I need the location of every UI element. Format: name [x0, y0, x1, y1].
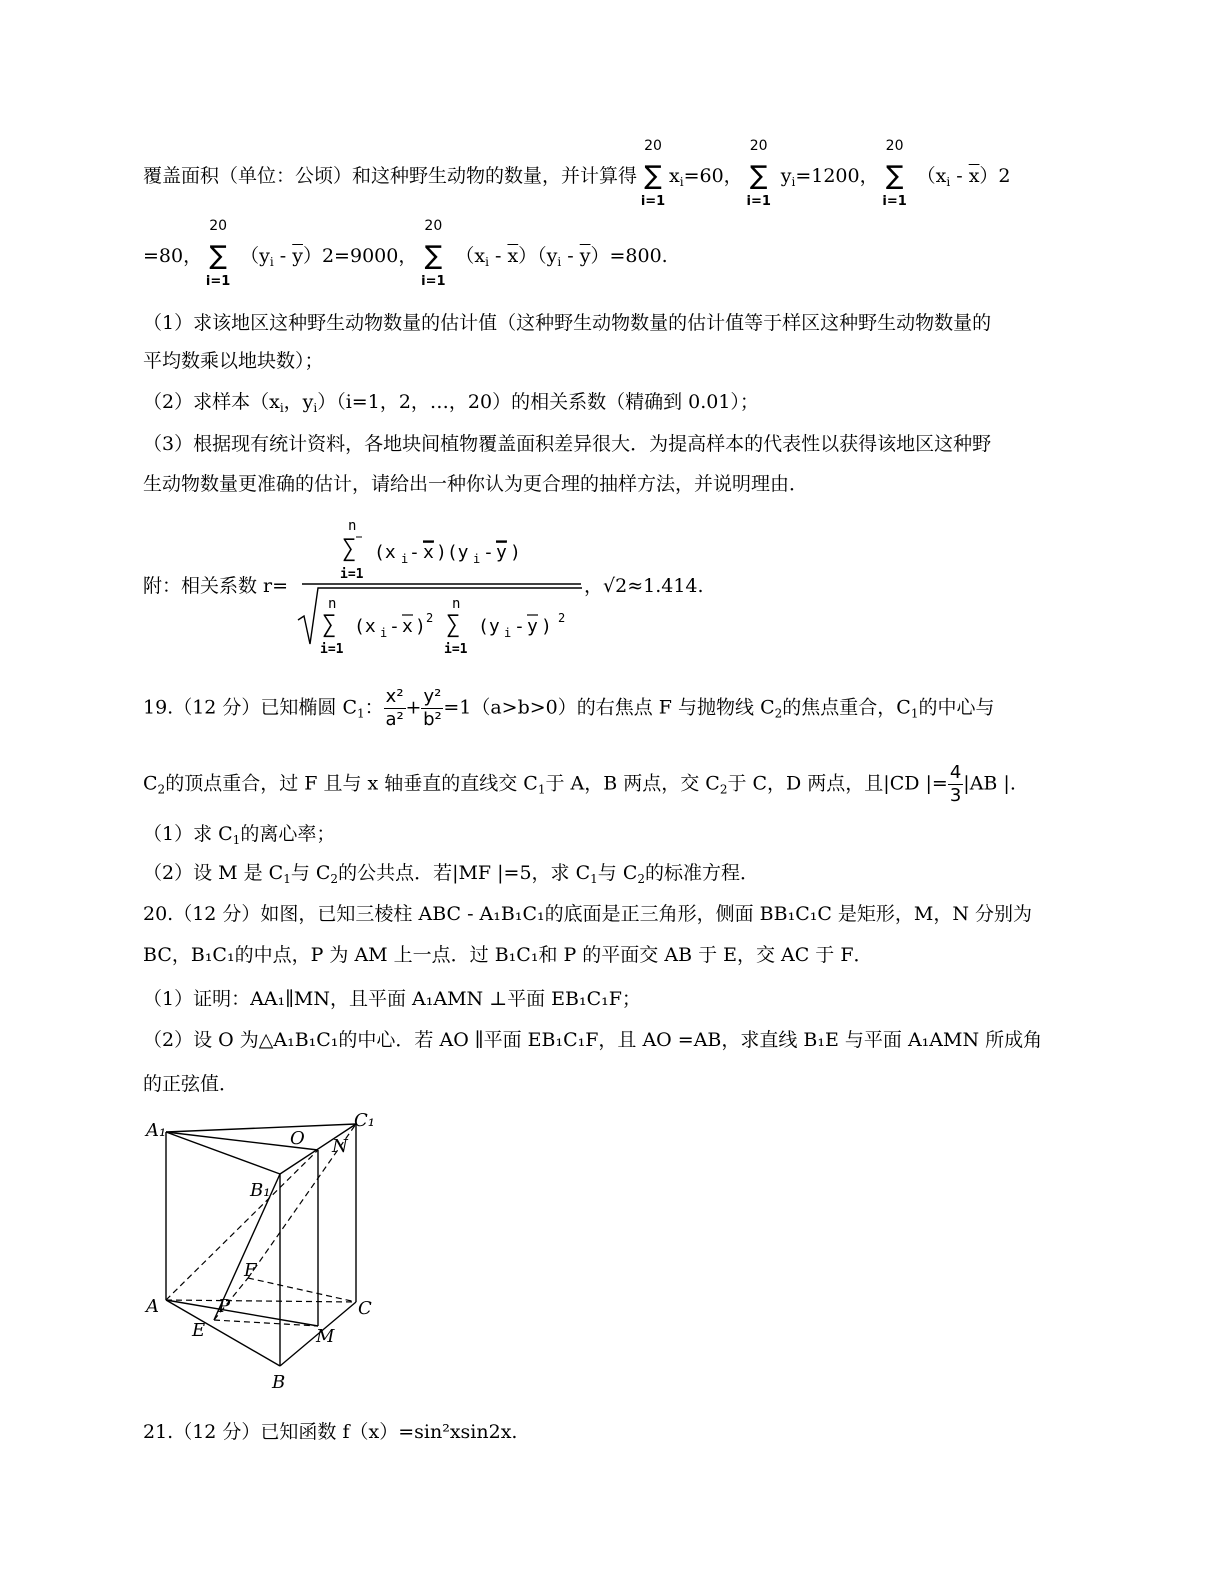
- svg-text:x: x: [423, 542, 434, 563]
- label-O: O: [290, 1128, 305, 1149]
- p19-q1: （1）求 $C_1$的离心率；: [143, 823, 336, 847]
- formula-lead: 附：相关系数 r=: [143, 575, 289, 597]
- svg-text:y: y: [527, 616, 538, 637]
- q2-line: （2）求样本（$x_i$，$y_i)(i=1$，2，…，20）的相关系数（精确到 0.01）；: [143, 391, 759, 415]
- p20-line2: BC，B₁C₁的中点，P 为 AM 上一点．过 B₁C₁和 P 的平面交 AB 于 E，交 AC 于 F．: [143, 944, 873, 966]
- label-F: F: [244, 1260, 257, 1281]
- svg-text:n: n: [328, 596, 337, 612]
- label-B1: B₁: [250, 1180, 271, 1201]
- svg-text:i: i: [504, 626, 512, 640]
- p18-line2: =80， 20 ∑ i=1 $(y_i - \overline{y})2=9000$， 20 ∑ i=1 $(x_i - \overline{x})(y_i - \overline{y})=800$.: [143, 218, 668, 289]
- svg-text:(x: (x: [374, 542, 396, 563]
- svg-text:i=1: i=1: [320, 642, 344, 657]
- sum-y: 20 ∑ i=1: [746, 138, 771, 209]
- svg-text:i: i: [473, 552, 481, 566]
- sum-x: 20 ∑ i=1: [640, 138, 666, 209]
- label-C: C: [358, 1298, 372, 1319]
- svg-text:i: i: [401, 552, 409, 566]
- fraction-4-3: $\frac{4}{3}$: [949, 762, 962, 806]
- svg-text:x: x: [402, 616, 413, 637]
- q1-line2: 平均数乘以地块数）；: [143, 350, 324, 372]
- svg-text:∑: ∑: [322, 610, 337, 638]
- svg-text:): ): [415, 616, 426, 637]
- p20-line5: 的正弦值．: [143, 1073, 239, 1095]
- label-A1: A₁: [146, 1120, 167, 1141]
- fraction-y-b: $\frac{\text{y²}}{\text{b²}}$: [423, 686, 442, 730]
- formula-tail: ，√2≈1.414.: [584, 575, 704, 597]
- p19-line1: 19.（12 分）已知椭圆 $C_1$： $\frac{\text{x²}}{\text{a²}}$ + $\frac{\text{y²}}{\text{b²}}$ =1（a>b>0）的右焦点 F 与抛物线 $C_2$的焦点重合，$C_1$的中心与: [143, 686, 995, 730]
- sum-y-var: 20 ∑ i=1: [205, 218, 231, 289]
- label-N: N: [332, 1136, 348, 1157]
- label-B: B: [272, 1372, 286, 1388]
- p20-line3: （1）证明：AA₁∥MN，且平面 A₁AMN ⊥平面 EB₁C₁F；: [143, 988, 641, 1010]
- p18-intro-line: 覆盖面积（单位：公顷）和这种野生动物的数量，并计算得 20 ∑ i=1 $x_i=60$， 20 ∑ i=1 $y_i=1200$， 20 ∑ i=1 $(x_i - \overline{x})2$: [143, 138, 1011, 209]
- fraction-x-a: $\frac{\text{x²}}{\text{a²}}$: [385, 686, 404, 730]
- svg-text:(y: (y: [478, 616, 500, 637]
- label-M: M: [316, 1326, 335, 1347]
- prism-figure: [140, 1108, 400, 1388]
- label-C1: C₁: [354, 1110, 375, 1131]
- svg-text:n: n: [452, 596, 461, 612]
- sum-xy: 20 ∑ i=1: [421, 218, 446, 289]
- svg-text:i=1: i=1: [340, 567, 364, 582]
- svg-text:∑: ∑: [446, 610, 461, 638]
- p21-line: 21.（12 分）已知函数 f（x）=sin²xsin2x.: [143, 1421, 518, 1443]
- q3-line1: （3）根据现有统计资料，各地块间植物覆盖面积差异很大．为提高样本的代表性以获得该地区这种野: [143, 433, 992, 455]
- svg-text:-: -: [483, 542, 494, 563]
- svg-text:y: y: [496, 542, 507, 563]
- svg-text:i=1: i=1: [444, 642, 468, 657]
- p20-line1: 20.（12 分）如图，已知三棱柱 ABC - A₁B₁C₁的底面是正三角形，侧面 BB₁C₁C 是矩形，M，N 分别为: [143, 903, 1033, 925]
- svg-text:)(y: )(y: [436, 542, 469, 563]
- label-P: P: [218, 1296, 231, 1317]
- q3-line2: 生动物数量更准确的估计，请给出一种你认为更合理的抽样方法，并说明理由．: [143, 473, 809, 495]
- svg-text:i: i: [380, 626, 388, 640]
- p19-line2: $C_2$的顶点重合，过 F 且与 x 轴垂直的直线交 $C_1$于 A，B 两点，交 $C_2$于 C，D 两点，且|CD |= $\frac{4}{3}$ |AB |.: [143, 762, 1016, 806]
- label-E: E: [192, 1320, 206, 1341]
- svg-text:2: 2: [426, 611, 434, 625]
- q1-line1: （1）求该地区这种野生动物数量的估计值（这种野生动物数量的估计值等于样区这种野生动物数量的: [143, 312, 992, 334]
- svg-text:-: -: [514, 616, 525, 637]
- svg-text:n: n: [348, 518, 357, 534]
- sum-x-var: 20 ∑ i=1: [882, 138, 907, 209]
- svg-text:(x: (x: [354, 616, 376, 637]
- svg-text:-: -: [409, 542, 420, 563]
- svg-text:2: 2: [558, 611, 566, 625]
- svg-text:-: -: [389, 616, 400, 637]
- p19-q2: （2）设 M 是 $C_1$与 $C_2$的公共点．若|MF |=5，求 $C_1$与 $C_2$的标准方程．: [143, 862, 760, 886]
- svg-text:∑: ∑: [342, 534, 357, 562]
- label-A: A: [146, 1296, 159, 1317]
- svg-text:): ): [510, 542, 521, 563]
- svg-text:): ): [541, 616, 552, 637]
- intro-text: 覆盖面积（单位：公顷）和这种野生动物的数量，并计算得: [143, 165, 638, 187]
- p20-line4: （2）设 O 为△A₁B₁C₁的中心．若 AO ∥平面 EB₁C₁F，且 AO =AB，求直线 B₁E 与平面 A₁AMN 所成角: [143, 1029, 1043, 1051]
- correlation-formula: [296, 508, 596, 658]
